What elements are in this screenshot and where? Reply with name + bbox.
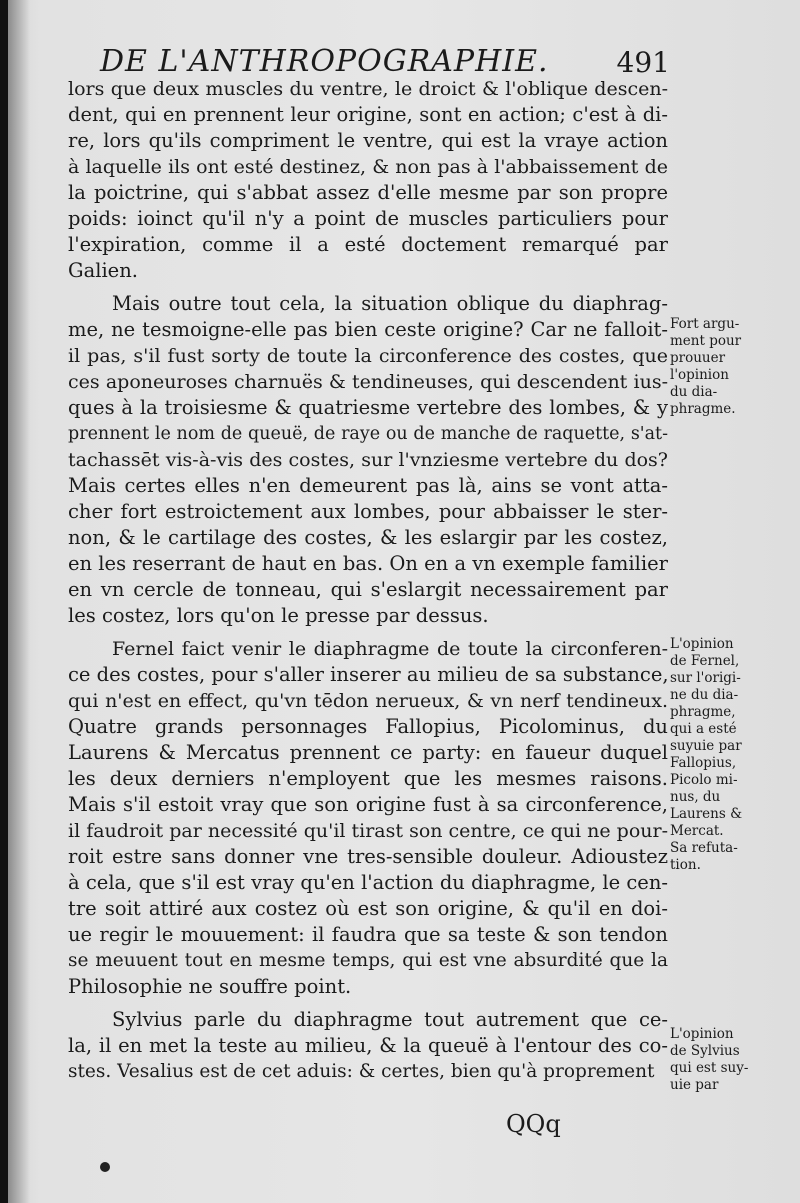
margin-note-line: prouuer xyxy=(670,350,726,366)
text-line: ue regir le mouuement: il faudra que sa teste & son tendon xyxy=(68,923,668,946)
text-line: la, il en met la teste au milieu, & la queuë à l'entour des co- xyxy=(68,1034,668,1057)
text-line: il faudroit par necessité qu'il tirast son centre, ce qui ne pour- xyxy=(68,820,668,842)
text-line: Laurens & Mercatus prennent ce party: en faueur duquel xyxy=(68,741,668,764)
text-line: en les reserrant de haut en bas. On en a vn exemple familier xyxy=(68,552,668,575)
margin-note-line: phragme, xyxy=(670,704,736,720)
text-line: l'expiration, comme il a esté doctement remarqué par xyxy=(68,233,668,256)
margin-note-line: de Sylvius xyxy=(670,1043,740,1059)
text-line: il pas, s'il fust sorty de toute la circonference des costes, que xyxy=(68,345,668,367)
margin-note-line: L'opinion xyxy=(670,1026,734,1042)
margin-note-line: Sa refuta- xyxy=(670,840,738,856)
text-line: ques à la troisiesme & quatriesme vertebre des lombes, & y xyxy=(68,396,668,419)
body-text xyxy=(68,76,668,1085)
text-line: poids: ioinct qu'il n'y a point de muscles particuliers pour xyxy=(68,207,668,230)
text-line: Mais certes elles n'en demeurent pas là, ains se vont atta- xyxy=(68,474,668,497)
text-line: tachassēt vis-à-vis des costes, sur l'vnziesme vertebre du dos? xyxy=(68,449,668,471)
margin-note-line: ne du dia- xyxy=(670,687,739,703)
paragraph xyxy=(68,291,668,629)
text-line: Mais s'il estoit vray que son origine fust à sa circonference, xyxy=(68,793,668,816)
text-line: lors que deux muscles du ventre, le droict & l'oblique descen- xyxy=(68,78,668,100)
margin-note xyxy=(670,636,790,874)
margin-note-line: nus, du xyxy=(670,789,721,805)
text-line: à laquelle ils ont esté destinez, & non pas à l'abbaissement de xyxy=(68,156,668,178)
margin-note-line: Picolo mi- xyxy=(670,772,738,788)
margin-note-line: suyuie par xyxy=(670,738,742,754)
text-line: se meuuent tout en mesme temps, qui est vne absurdité que la xyxy=(68,950,668,971)
text-line: me, ne tesmoigne-elle pas bien ceste origine? Car ne falloit- xyxy=(68,318,668,341)
text-line: Mais outre tout cela, la situation oblique du diaphrag- xyxy=(112,292,668,315)
margin-note-line: du dia- xyxy=(670,384,718,400)
margin-note-line: Fort argu- xyxy=(670,316,740,332)
text-line: Sylvius parle du diaphragme tout autrement que ce- xyxy=(112,1008,668,1031)
running-head: DE L'ANTHROPOGRAPHIE. xyxy=(100,44,549,79)
margin-note-line: sur l'origi- xyxy=(670,670,741,686)
margin-note-line: qui a esté xyxy=(670,721,737,737)
text-line: ces aponeuroses charnuës & tendineuses, qui descendent ius- xyxy=(68,371,668,393)
margin-note-line: uie par xyxy=(670,1077,719,1093)
catchword: QQq xyxy=(506,1110,561,1138)
paragraph xyxy=(68,636,668,1000)
margin-note-line: Laurens & xyxy=(670,806,743,822)
margin-note-line: l'opinion xyxy=(670,367,729,383)
book-page xyxy=(8,0,800,1203)
page-number: 491 xyxy=(616,46,670,79)
text-line: re, lors qu'ils compriment le ventre, qui est la vraye action xyxy=(68,129,668,152)
text-line: cher fort estroictement aux lombes, pour abbaisser le ster- xyxy=(68,500,668,523)
text-line: qui n'est en effect, qu'vn tēdon nerueux, & vn nerf tendineux. xyxy=(68,690,668,712)
text-line: roit estre sans donner vne tres-sensible douleur. Adioustez xyxy=(68,845,668,868)
binding-shadow xyxy=(8,0,30,1203)
margin-note-line: ment pour xyxy=(670,333,742,349)
paragraph xyxy=(68,1007,668,1085)
paragraph xyxy=(68,76,668,284)
margin-note-line: L'opinion xyxy=(670,636,734,652)
text-line: stes. Vesalius est de cet aduis: & certes, bien qu'à proprement xyxy=(68,1061,655,1082)
margin-note-line: Mercat. xyxy=(670,823,724,839)
text-line: dent, qui en prennent leur origine, sont en action; c'est à di- xyxy=(68,103,668,126)
text-line: ce des costes, pour s'aller inserer au milieu de sa substance, xyxy=(68,663,669,686)
margin-note-line: de Fernel, xyxy=(670,653,740,669)
text-line: en vn cercle de tonneau, qui s'eslargit necessairement par xyxy=(68,578,668,601)
text-line: les deux derniers n'employent que les mesmes raisons. xyxy=(68,767,668,790)
text-line: Philosophie ne souffre point. xyxy=(68,975,352,998)
margin-note-line: tion. xyxy=(670,857,701,873)
margin-note-line: phragme. xyxy=(670,401,736,417)
text-line: Galien. xyxy=(68,259,138,282)
text-line: la poictrine, qui s'abbat assez d'elle mesme par son propre xyxy=(68,181,668,204)
margin-note-line: Fallopius, xyxy=(670,755,737,771)
text-line: Fernel faict venir le diaphragme de toute la circonferen- xyxy=(112,638,668,660)
text-line: prennent le nom de queuë, de raye ou de manche de raquette, s'at- xyxy=(68,424,668,444)
margin-note-line: qui est suy- xyxy=(670,1060,749,1076)
margin-note xyxy=(670,1026,790,1094)
text-line: les costez, lors qu'on le presse par dessus. xyxy=(68,604,489,627)
ink-spot xyxy=(100,1162,110,1172)
margin-note xyxy=(670,316,790,418)
text-line: non, & le cartilage des costes, & les eslargir par les costez, xyxy=(68,526,668,549)
text-line: tre soit attiré aux costez où est son origine, & qu'il en doi- xyxy=(68,897,668,920)
text-line: Quatre grands personnages Fallopius, Picolominus, du xyxy=(68,715,668,738)
text-line: à cela, que s'il est vray qu'en l'action du diaphragme, le cen- xyxy=(68,871,668,894)
